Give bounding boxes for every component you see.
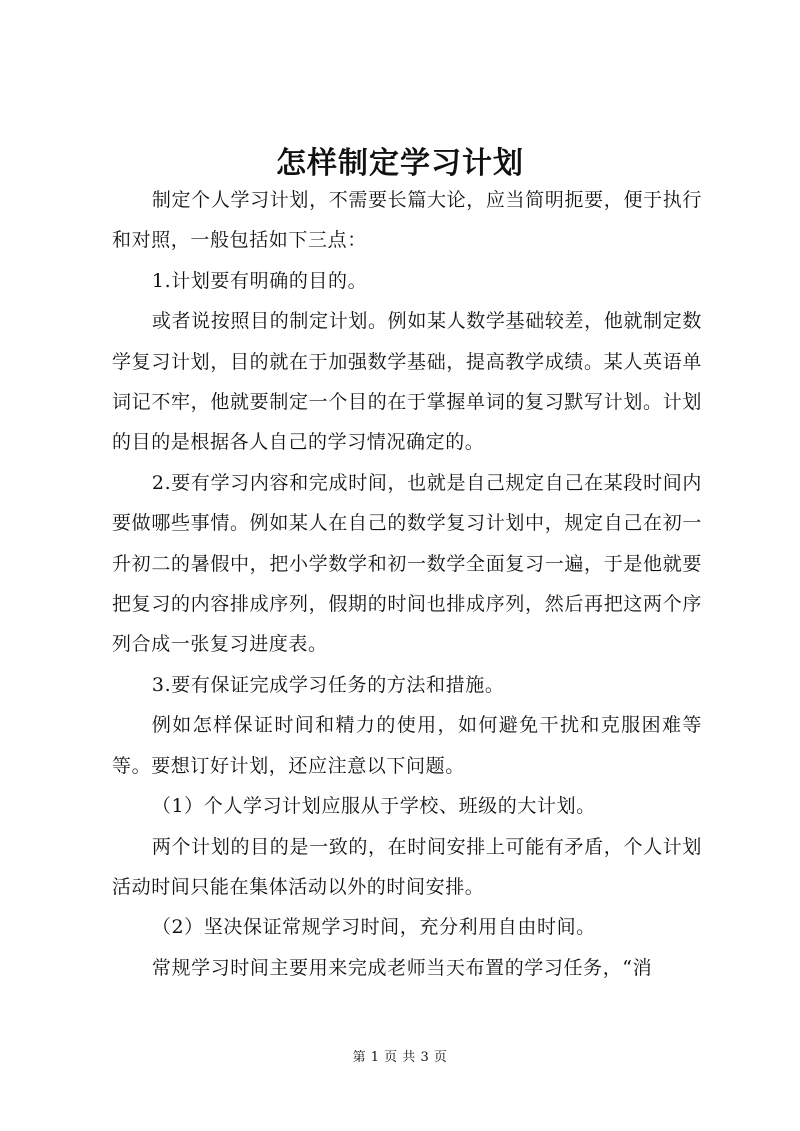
paragraph: 1.计划要有明确的目的。 <box>151 269 368 292</box>
paragraph: 3.要有保证完成学习任务的方法和措施。 <box>151 673 505 696</box>
paragraph: 例如怎样保证时间和精力的使用，如何避免干扰和克服困难等等。要想订好计划，还应注意以下问题。 <box>112 714 702 777</box>
paragraph: （1）个人学习计划应服从于学校、班级的大计划。 <box>151 795 596 818</box>
document-body <box>112 180 702 988</box>
paragraph: 2.要有学习内容和完成时间，也就是自己规定自己在某段时间内要做哪些事情。例如某人在自己的数学复习计划中，规定自己在初一升初二的暑假中，把小学数学和初一数学全面复习一遍，于是他就要把复习的内容排成序列，假期的时间也排成序列，然后再把这两个序列合成一张复习进度表。 <box>112 471 702 656</box>
paragraph: 或者说按照目的制定计划。例如某人数学基础较差，他就制定数学复习计划，目的就在于加强数学基础，提高教学成绩。某人英语单词记不牢，他就要制定一个目的在于掌握单词的复习默写计划。计划的目的是根据各人自己的学习情况确定的。 <box>112 310 702 454</box>
page-title: 怎样制定学习计划 <box>276 146 524 181</box>
paragraph: 常规学习时间主要用来完成老师当天布置的学习任务，“消 <box>151 956 653 979</box>
paragraph: 制定个人学习计划，不需要长篇大论，应当简明扼要，便于执行和对照，一般包括如下三点： <box>112 189 702 252</box>
paragraph: （2）坚决保证常规学习时间，充分利用自由时间。 <box>151 916 596 939</box>
paragraph: 两个计划的目的是一致的，在时间安排上可能有矛盾，个人计划活动时间只能在集体活动以外的时间安排。 <box>112 835 702 898</box>
page-footer: 第 1 页 共 3 页 <box>352 1050 448 1065</box>
